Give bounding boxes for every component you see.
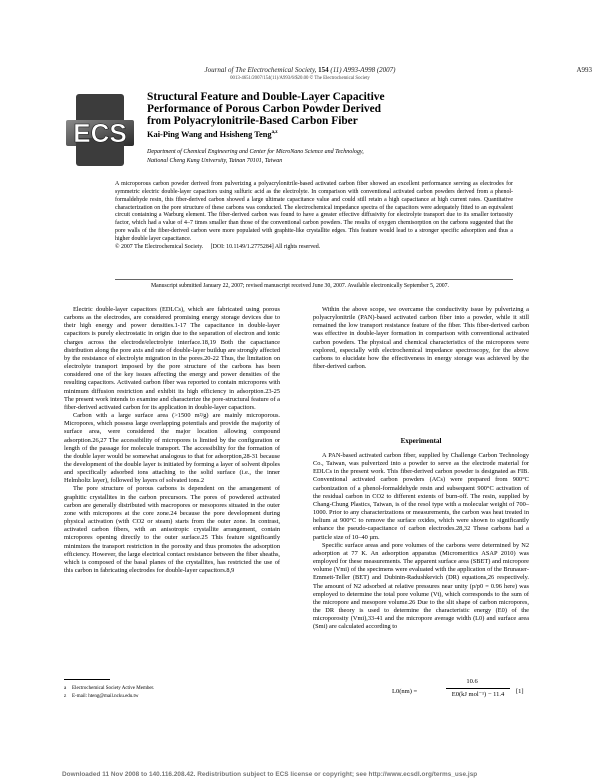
received-dates: Manuscript submitted January 22, 2007; revised manuscript received June 30, 2007. Available electronically September 5, 2007. [150, 283, 450, 289]
copyright: © 2007 The Electrochemical Society. [115, 243, 204, 250]
ecs-logo [64, 92, 136, 168]
journal-pages: (11) A993-A998 (2007) [330, 66, 396, 74]
affiliation-line: Department of Chemical Engineering and Center for MicroNano Science and Technology, [147, 149, 364, 155]
footnote [64, 694, 139, 700]
issn-line: 0013-4651/2007/154(11)/A993/6/$20.00 © The Electrochemical Society [230, 76, 370, 81]
abstract [115, 181, 513, 252]
equation-numerator: 10.6 [466, 678, 478, 685]
title-line: Structural Feature and Double-Layer Capacitive [147, 91, 385, 103]
paragraph: Electric double-layer capacitors (EDLCs), which are fabricated using porous carbons as the electrodes, are considered promising energy storage devices due to their high energy and power densities.1-17 The capacitance in double-layer capacitors is purely electrostatic in origin due to the separation of electron and ionic charges across the electrode/electrolyte interface.18,19 Both the capacitance distribution along the pore axis and rate of double-layer buildup are strongly affected by the resistance of electrolyte migration in the pores.20-22 Thus, the limitation on electrolyte transport imposed by the pore structure of the carbons has been considered one of the key issues affecting the energy and power densities of the resulting capacitors. Activated carbon fiber was reported to contain micropores with minimum diffusion restriction and exhibit its high efficiency in adsorption.23-25 The present work intends to examine and characterize the pore-structural feature of a fiber-derived activated carbon for its application in double-layer capacitors. [64, 306, 280, 411]
article-title [147, 91, 467, 128]
title-line: Performance of Porous Carbon Powder Derived [147, 103, 381, 116]
footnote-rule [64, 679, 110, 680]
body-column-right-experimental [313, 452, 529, 631]
article-doi: [DOI: 10.1149/1.2775284] All rights reserved. [210, 243, 321, 250]
paragraph: Specific surface areas and pore volumes of the carbons were determined by N2 adsorption at 77 K. An adsorption apparatus (Micromeritics ASAP 2010) was employed for these measurements. The apparent surface area (SBET) and micropore volume (Vmi) of the specimens were evaluated with the application of the Brunauer-Emmett-Teller (BET) and Dubinin-Radushkevich (DR) equations,26 respectively. The amount of N2 adsorbed at relative pressures near unity (p/p0 = 0.96 here) was employed to determine the total pore volume (Vt), which corresponds to the sum of the micropore and mesopore volume.26 Due to the slit shape of carbon micropores, the DR theory is used to determine the characteristic energy (E0) of the microporosity (Vmi),33-41 and the micropore average width (L0) and surface area (Smi) are calculated according to [313, 541, 529, 631]
fraction-bar [446, 688, 510, 689]
paragraph: Carbon with a large surface area (>1500 m²/g) are mainly microporous. Micropores, which possess large overlapping potentials and provide the majority of surface area, were considered the major location allowing compound adsorption.26,27 The accessibility of micropores is limited by the configuration or length of the passage for molecule transport. The accessibility for the formation of the double layer would be somewhat analogous to that for adsorption,28-31 because the development of the double layer is initiated by forming a layer of solvent dipoles and specifically adsorbed ions attaching to the solid surface (i.e., the inner Helmholtz layer), followed by layers of solvated ions.2 [64, 412, 280, 485]
paragraph: Within the above scope, we overcame the conductivity issue by pulverizing a polyacrylonitrile (PAN)-based activated carbon fiber into a powder, while it still remained the low transport resistance feature of the fiber. This fiber-derived carbon was effective in double-layer formation in comparison with conventional activated carbon powders. The physical and chemical characteristics of the micropores were explored, especially with electrochemical impedance spectroscopy, for the above carbons to elucidate how the effectiveness in energy storage was achieved by the fiber-derived carbon. [313, 306, 529, 371]
equation-denominator: E0(kJ mol⁻¹) − 11.4 [451, 691, 505, 698]
affiliation-line: National Cheng Kung University, Tainan 70101, Taiwan [147, 157, 283, 164]
footnote-mark: a [64, 686, 67, 691]
divider [115, 279, 513, 280]
affiliation [147, 148, 467, 166]
logo-text: ECS [73, 118, 127, 148]
author-list [147, 130, 278, 139]
equation-lhs: L0(nm) = [392, 688, 418, 695]
abstract-text: A microporous carbon powder derived from pulverizing a polyacrylonitrile-based activated carbon fiber showed an excellent performance serving as electrodes for symmetric electric double-layer capacitors using sulfuric acid as the electrolyte. In comparison with conventional activated carbon powders derived from a phenol-formaldehyde resin, this fiber-derived carbon showed a large ultimate capacitance value and could still retain a high capacitance at high current rates. Quantitative characterization on the pore structure of these carbons was conducted. The electrochemical impedance spectra of the capacitors were adequately fitted to an equivalent circuit containing a Warburg element. The fiber-derived carbon was found to have a greater effective diffusivity for electrolyte transport due to its smaller tortuosity factor, which had a value of 4–7 times smaller than those of the conventional carbon powders. The results of oxygen chemisorption on the carbons suggested that the pore walls of the fiber-derived carbon were more populated with graphite-like crystallite edges. This feature would lead to a stronger specific adsorption and thus a higher double layer capacitance. [115, 181, 513, 242]
footnote [64, 686, 154, 692]
footnote-mark: z [64, 694, 67, 699]
journal-citation [0, 66, 600, 74]
section-heading: Experimental [400, 437, 442, 445]
footnote-text: Electrochemical Society Active Member. [72, 686, 155, 691]
paragraph: The pore structure of porous carbons is dependent on the arrangement of graphitic crystallites in the carbon precursors. The pores of powdered activated carbon are generally distributed with macropores or mesopores situated in the outer zone with micropores at the core zone.24 because the pore development during physical activation (with CO2 or steam) starts from the outer zone. In contrast, activated carbon fibers, with an anisotropic crystallite arrangement, contain micropores opening directly to the outer surface.25 This feature significantly minimizes the transport restriction in the porosity and thus promotes the adsorption efficiency. However, the large electrical contact resistance between the fiber sheaths, which is composed of the basal planes of the crystallites, has restricted the use of this carbon in fabricating electrodes for double-layer capacitors.8,9 [64, 485, 280, 574]
title-line: from Polyacrylonitrile-Based Carbon Fiber [147, 115, 358, 128]
journal-volume: 154 [318, 66, 329, 74]
body-column-left [64, 306, 280, 575]
author-names: Kai-Ping Wang and Hsisheng Teng [147, 130, 272, 139]
footnote-text: E-mail: hteng@mail.ncku.edu.tw [72, 694, 139, 699]
page-id: A993 [576, 66, 592, 74]
journal-name: Journal of The Electrochemical Society, [204, 66, 317, 74]
paragraph: A PAN-based activated carbon fiber, supplied by Challenge Carbon Technology Co., Taiwan, was pulverized into a powder to serve as the electrode material for EDLCs in the present work. This fiber-derived carbon powder is designated as FIB. Conventional activated carbon powders (ACs) were prepared from 900°C carbonization of a phenol-formaldehyde resin and subsequent 900°C activation of the residual carbon in CO2 to different extents of burn-off. The resin, supplied by Chang-Chung Plastics, Taiwan, is of the resol type with a molecular weight of 700–1000. Prior to any characterizations or measurements, the carbon was heat treated in helium at 900°C to remove the surface oxides, which were shown to significantly enhance the pseudo-capacitance of carbon electrodes.28,32 These carbons had a particle size of 10–40 µm. [313, 452, 529, 541]
equation [392, 676, 532, 706]
equation-number: [1] [516, 688, 524, 695]
author-marks: a,z [271, 130, 278, 136]
body-column-right [313, 306, 529, 371]
download-notice: Downloaded 11 Nov 2008 to 140.116.208.42. Redistribution subject to ECS license or copyright; see http://www.ecsdl.org/terms_use.jsp [62, 771, 478, 778]
